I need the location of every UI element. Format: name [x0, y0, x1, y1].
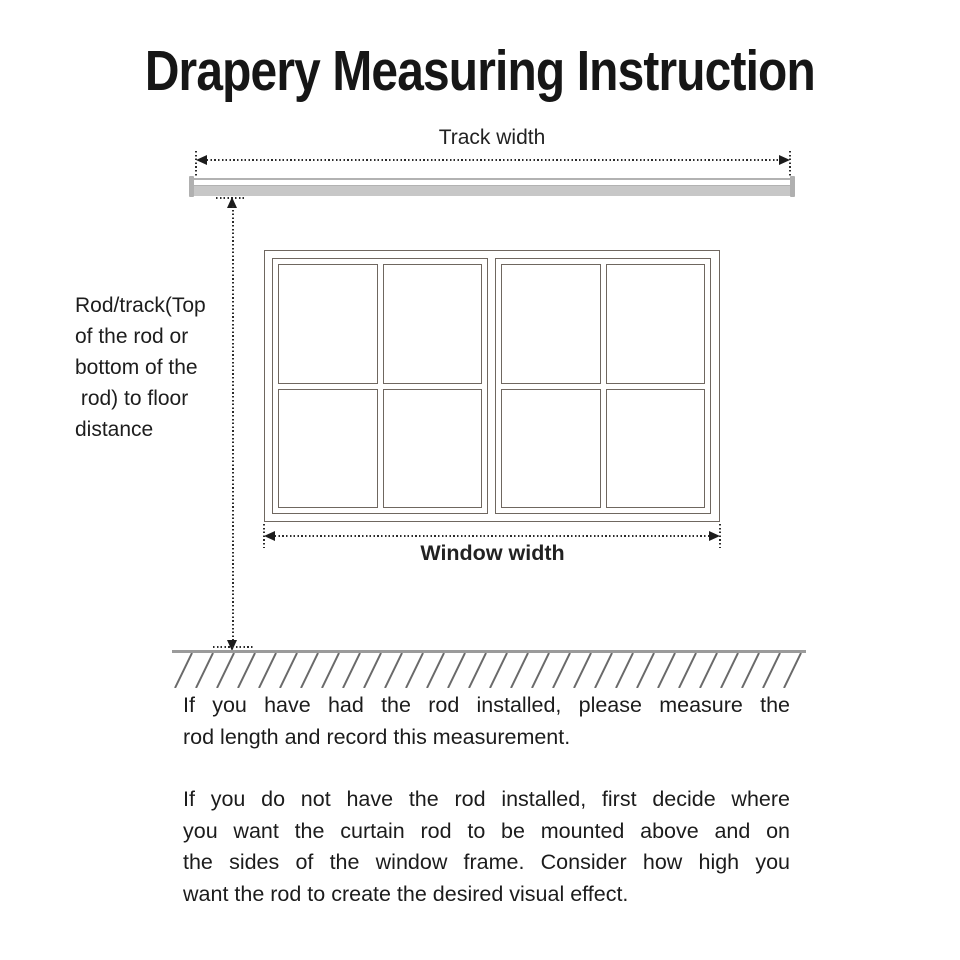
- text-line: Rod/track(Top: [75, 294, 206, 317]
- pane-grid-right: [501, 264, 705, 508]
- window-illustration: [264, 250, 720, 522]
- track-width-label: Track width: [438, 126, 546, 149]
- rod-body: [193, 186, 791, 196]
- instruction-paragraph-2: [183, 784, 790, 910]
- title-row: [0, 38, 960, 104]
- rod-end-cap-left: [189, 176, 194, 197]
- text-line: the sides of the window frame. Consider how high you: [183, 850, 790, 874]
- window-pane: [501, 264, 601, 384]
- rod-to-floor-label: [75, 290, 240, 445]
- rod-end-cap-right: [790, 176, 795, 197]
- dimension-line: [199, 159, 787, 161]
- text-line: want the rod to create the desired visual effect.: [183, 881, 629, 906]
- text-line: rod) to floor: [75, 387, 189, 410]
- window-pane: [383, 264, 483, 384]
- window-pane: [501, 389, 601, 509]
- floor-hatching: [174, 653, 804, 693]
- curtain-rod: [193, 178, 791, 196]
- pane-grid-left: [278, 264, 482, 508]
- text-line: distance: [75, 418, 154, 441]
- rod-highlight: [193, 178, 791, 186]
- window-sash-left: [272, 258, 488, 514]
- window-width-label: Window width: [420, 541, 565, 565]
- floor-tick: [213, 646, 253, 648]
- hatch-pattern-icon: [174, 653, 804, 688]
- window-pane: [606, 389, 706, 509]
- text-line: you want the curtain rod to be mounted above and on: [183, 818, 790, 843]
- text-line: bottom of the: [75, 356, 198, 379]
- text-line: If you do not have the rod installed, first decide where: [183, 787, 790, 811]
- window-pane: [278, 264, 378, 384]
- arrowhead-right-icon: [709, 531, 720, 541]
- text-line: If you have had the rod installed, please measure the: [183, 693, 790, 717]
- instruction-paragraph-1: [183, 690, 790, 753]
- text-line: rod length and record this measurement.: [183, 724, 571, 749]
- arrowhead-right-icon: [779, 155, 790, 165]
- arrowhead-left-icon: [264, 531, 275, 541]
- window-pane: [278, 389, 378, 509]
- page-title: Drapery Measuring Instruction: [144, 39, 816, 103]
- window-sash-right: [495, 258, 711, 514]
- text-line: of the rod or: [75, 325, 189, 348]
- window-pane: [383, 389, 483, 509]
- window-pane: [606, 264, 706, 384]
- dimension-line: [267, 535, 717, 537]
- arrowhead-left-icon: [196, 155, 207, 165]
